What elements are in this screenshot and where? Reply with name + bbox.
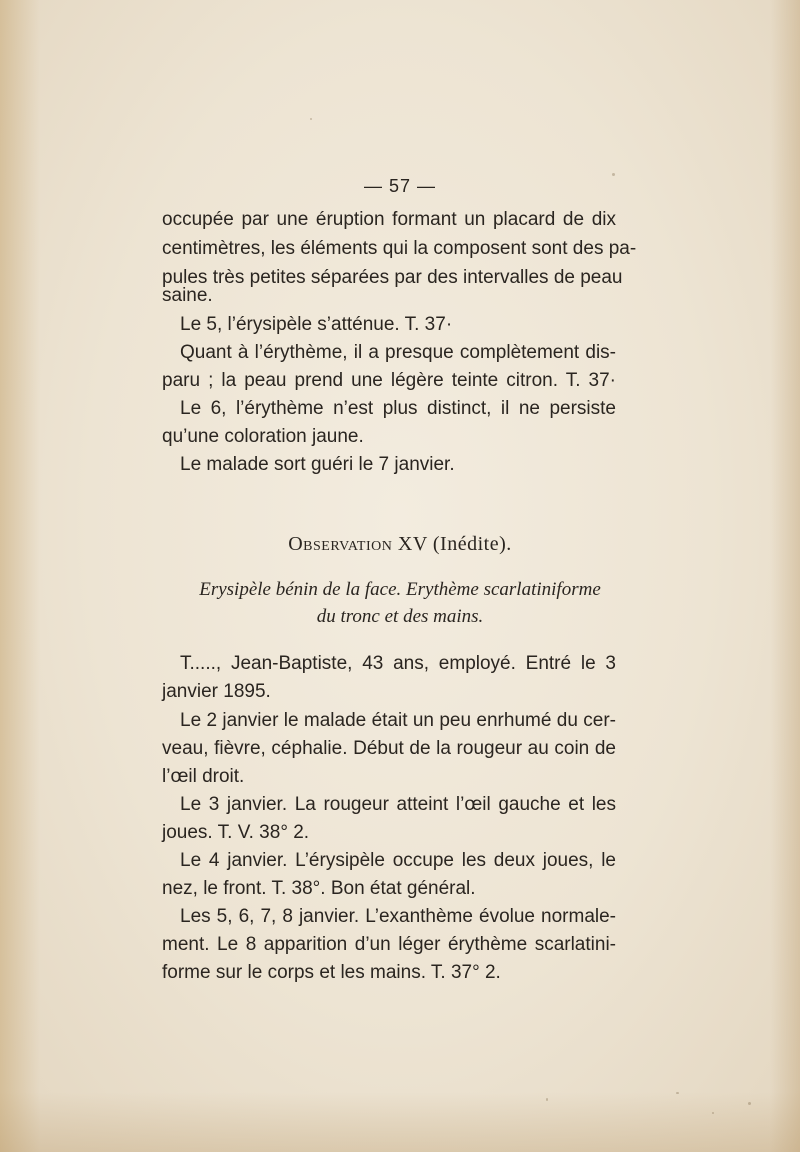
page-edge-shadow-bottom — [0, 1092, 800, 1152]
text-line: Le 5, l’érysipèle s’atténue. T. 37· — [180, 314, 453, 335]
text-line: nez, le front. T. 38°. Bon état général. — [162, 878, 476, 899]
observation-number: XV (Inédite). — [392, 533, 512, 555]
text-line: T....., Jean-Baptiste, 43 ans, employé. Entré le 3 — [180, 653, 616, 674]
scan-speck — [748, 1102, 751, 1105]
text-line: qu’une coloration jaune. — [162, 426, 364, 447]
text-line: Le 4 janvier. L’érysipèle occupe les deux joues, le — [180, 850, 616, 871]
text-line: Le malade sort guéri le 7 janvier. — [180, 454, 455, 475]
text-line: paru ; la peau prend une légère teinte citron. T. 37· — [162, 370, 616, 391]
text-line: pules très petites séparées par des intervalles de peau — [162, 267, 623, 288]
observation-heading — [0, 533, 800, 556]
observation-label: Observation — [288, 533, 393, 555]
text-line: janvier 1895. — [162, 681, 271, 702]
text-line: occupée par une éruption formant un placard de dix — [162, 209, 616, 230]
scan-speck — [712, 1112, 714, 1114]
text-line: Les 5, 6, 7, 8 janvier. L’exanthème évolue normale- — [180, 906, 616, 927]
text-line: ment. Le 8 apparition d’un léger érythème scarlatini- — [162, 934, 616, 955]
scan-speck — [546, 1098, 548, 1101]
text-line: veau, fièvre, céphalie. Début de la rougeur au coin de — [162, 738, 616, 759]
text-line: l’œil droit. — [162, 766, 245, 787]
scan-speck — [310, 118, 312, 120]
page-number: — 57 — — [363, 176, 437, 196]
page-edge-shadow-left — [0, 0, 40, 1152]
observation-subtitle-line: du tronc et des mains. — [316, 606, 484, 627]
scan-speck — [612, 173, 615, 176]
text-line: Le 3 janvier. La rougeur atteint l’œil gauche et les — [180, 794, 616, 815]
page-edge-shadow-right — [770, 0, 800, 1152]
text-line: Le 2 janvier le malade était un peu enrhumé du cer- — [180, 710, 616, 731]
text-line: joues. T. V. 38° 2. — [162, 822, 310, 843]
text-line: forme sur le corps et les mains. T. 37° 2. — [162, 962, 501, 983]
text-line: Le 6, l’érythème n’est plus distinct, il ne persiste — [180, 398, 616, 419]
text-line: centimètres, les éléments qui la composent sont des pa- — [162, 238, 637, 259]
observation-subtitle-line: Erysipèle bénin de la face. Erythème scarlatiniforme — [199, 579, 601, 600]
scan-speck — [676, 1092, 679, 1094]
text-line: Quant à l’érythème, il a presque complètement dis- — [180, 342, 616, 363]
text-line: saine. — [162, 285, 213, 306]
